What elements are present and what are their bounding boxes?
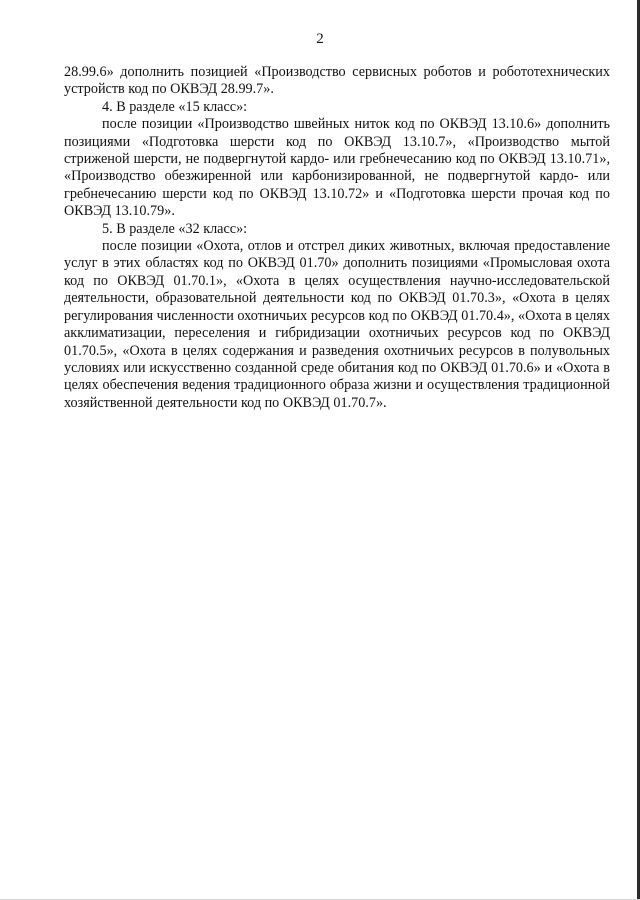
document-body — [64, 64, 610, 412]
paragraph-section-15: после позиции «Производство швейных ниток код по ОКВЭД 13.10.6» дополнить позициями «Подготовка шерсти код по ОКВЭД 13.10.7», «Производство мытой стриженой шерсти, не подвергнутой кардо- или гребнечесанию код по ОКВЭД 13.10.71», «Производство обезжиренной или карбонизированной, не подвергнутой кардо- или гребнечесанию шерсти код по ОКВЭД 13.10.72» и «Подготовка шерсти прочая код по ОКВЭД 13.10.79». — [64, 116, 610, 220]
paragraph-section-32: после позиции «Охота, отлов и отстрел диких животных, включая предоставление услуг в этих областях код по ОКВЭД 01.70» дополнить позициями «Промысловая охота код по ОКВЭД 01.70.1», «Охота в целях осуществления научно-исследовательской деятельности, образовательной деятельности код по ОКВЭД 01.70.3», «Охота в целях регулирования численности охотничьих ресурсов код по ОКВЭД 01.70.4», «Охота в целях акклиматизации, переселения и гибридизации охотничьих ресурсов код по ОКВЭД 01.70.5», «Охота в целях содержания и разведения охотничьих ресурсов в полувольных условиях или искусственно созданной среде обитания код по ОКВЭД 01.70.6» и «Охота в целях обеспечения ведения традиционного образа жизни и осуществления традиционной хозяйственной деятельности код по ОКВЭД 01.70.7». — [64, 238, 610, 411]
page-number: 2 — [316, 31, 324, 47]
section-heading-15: 4. В разделе «15 класс»: — [102, 98, 248, 115]
section-heading-32: 5. В разделе «32 класс»: — [102, 220, 248, 237]
paragraph-continuation: 28.99.6» дополнить позицией «Производство сервисных роботов и робототехнических устройств код по ОКВЭД 28.99.7». — [64, 64, 610, 98]
